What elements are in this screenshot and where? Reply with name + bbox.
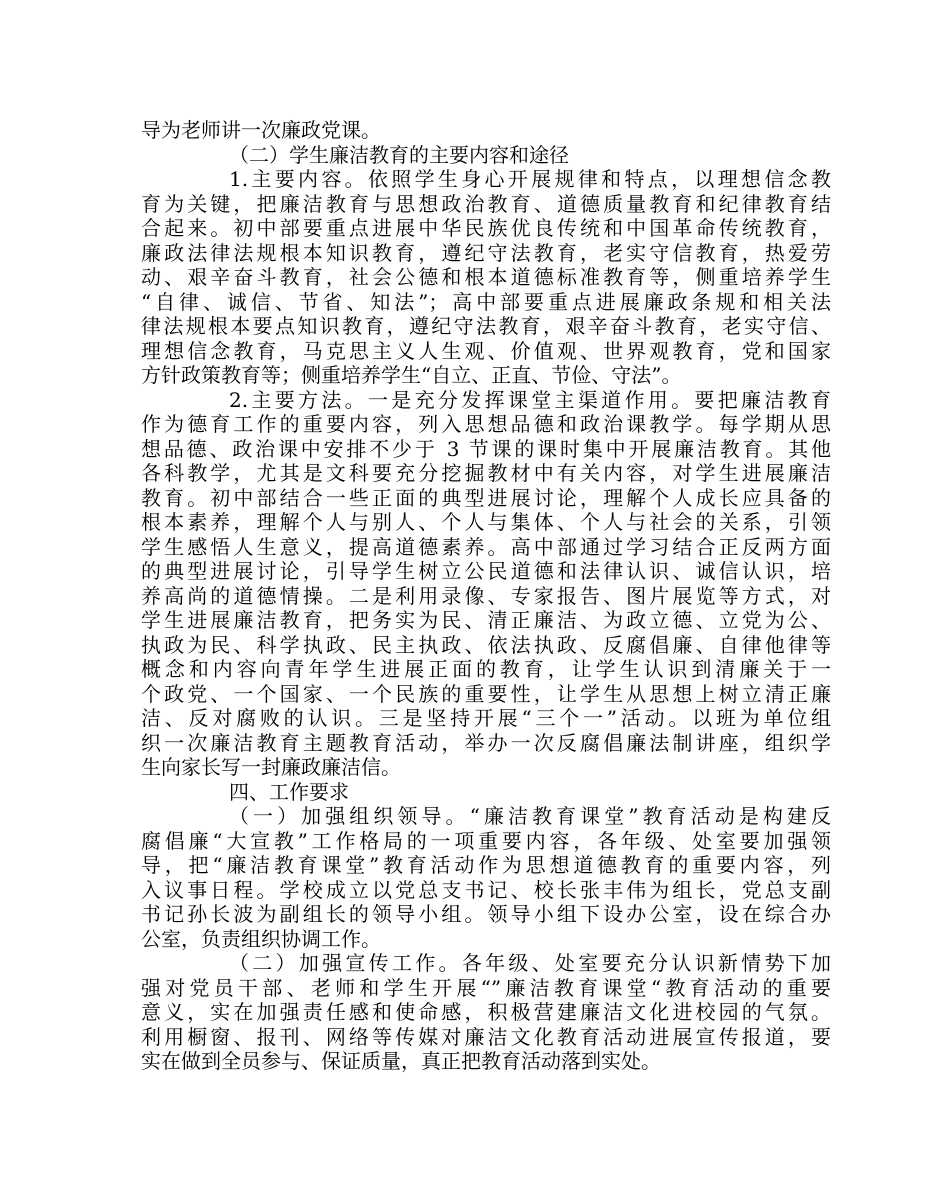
text-line: 执政为民、科学执政、民主执政、依法执政、反腐倡廉、自律他律等 [141, 632, 831, 657]
text-line: 概念和内容向青年学生进展正面的教育，让学生认识到清廉关于一 [141, 657, 831, 681]
section-heading: （二）学生廉洁教育的主要内容和途径 [229, 142, 569, 167]
text-line: 动、艰辛奋斗教育，社会公德和根本道德标准教育等，侧重培养学生 [141, 265, 831, 289]
text-line: 实在做到全员参与、保证质量，真正把教育活动落到实处。 [141, 1049, 661, 1073]
text-line: 入议事日程。学校成立以党总支书记、校长张丰伟为组长，党总支副 [141, 877, 831, 902]
text-line: 2.主要方法。一是充分发挥课堂主渠道作用。要把廉洁教育 [229, 387, 831, 412]
text-line: 导，把“廉洁教育课堂”教育活动作为思想道德教育的重要内容，列 [141, 853, 831, 877]
text-line: 合起来。初中部要重点进展中华民族优良传统和中国革命传统教育， [141, 216, 831, 240]
text-line: 导为老师讲一次廉政党课。 [141, 118, 381, 142]
text-line: 方针政策教育等；侧重培养学生“自立、正直、节俭、守法”。 [141, 363, 682, 387]
text-line: 公室，负责组织协调工作。 [141, 926, 381, 951]
text-line: “自律、诚信、节省、知法”；高中部要重点进展廉政条规和相关法 [141, 289, 831, 314]
text-line: 强对党员干部、老师和学生开展“”廉洁教育课堂“教育活动的重要 [141, 975, 831, 1000]
text-line: 理想信念教育，马克思主义人生观、价值观、世界观教育，党和国家 [141, 338, 831, 363]
text-line: 作为德育工作的重要内容，列入思想品德和政治课教学。每学期从思 [141, 412, 831, 436]
text-line: 养高尚的道德情操。二是利用录像、专家报告、图片展览等方式，对 [141, 583, 831, 608]
text-line: 1.主要内容。依照学生身心开展规律和特点，以理想信念教 [229, 167, 831, 191]
text-line: 各科教学，尤其是文科要充分挖掘教材中有关内容，对学生进展廉洁 [141, 461, 831, 485]
text-line: 洁、反对腐败的认识。三是坚持开展“三个一”活动。以班为单位组 [141, 706, 831, 730]
text-line: 律法规根本要点知识教育，遵纪守法教育，艰辛奋斗教育，老实守信、 [141, 314, 831, 338]
text-line: 想品德、政治课中安排不少于 3 节课的课时集中开展廉洁教育。其他 [141, 436, 831, 461]
text-line: 学生感悟人生意义，提高道德素养。高中部通过学习结合正反两方面 [141, 534, 831, 559]
text-line: 生向家长写一封廉政廉洁信。 [141, 755, 401, 779]
text-line: 书记孙长波为副组长的领导小组。领导小组下设办公室，设在综合办 [141, 902, 831, 926]
text-line: （二）加强宣传工作。各年级、处室要充分认识新情势下加 [229, 951, 831, 975]
text-line: 教育。初中部结合一些正面的典型进展讨论，理解个人成长应具备的 [141, 485, 831, 510]
text-line: 学生进展廉洁教育，把务实为民、清正廉洁、为政立德、立党为公、 [141, 608, 831, 632]
document-body [141, 118, 831, 1074]
text-line: 利用橱窗、报刊、网络等传媒对廉洁文化教育活动进展宣传报道，要 [141, 1024, 831, 1049]
text-line: 个政党、一个国家、一个民族的重要性，让学生从思想上树立清正廉 [141, 681, 831, 706]
text-line: 织一次廉洁教育主题教育活动，举办一次反腐倡廉法制讲座，组织学 [141, 730, 831, 755]
text-line: 廉政法律法规根本知识教育，遵纪守法教育，老实守信教育，热爱劳 [141, 240, 831, 265]
text-line: 根本素养，理解个人与别人、个人与集体、个人与社会的关系，引领 [141, 510, 831, 534]
text-line: 意义，实在加强责任感和使命感，积极营建廉洁文化进校园的气氛。 [141, 1000, 831, 1024]
text-line: （一）加强组织领导。“廉洁教育课堂”教育活动是构建反 [229, 804, 831, 828]
text-line: 腐倡廉“大宣教”工作格局的一项重要内容，各年级、处室要加强领 [141, 828, 831, 853]
text-line: 育为关键，把廉洁教育与思想政治教育、道德质量教育和纪律教育结 [141, 191, 831, 216]
text-line: 的典型进展讨论，引导学生树立公民道德和法律认识、诚信认识，培 [141, 559, 831, 583]
section-heading: 四、工作要求 [229, 779, 349, 804]
